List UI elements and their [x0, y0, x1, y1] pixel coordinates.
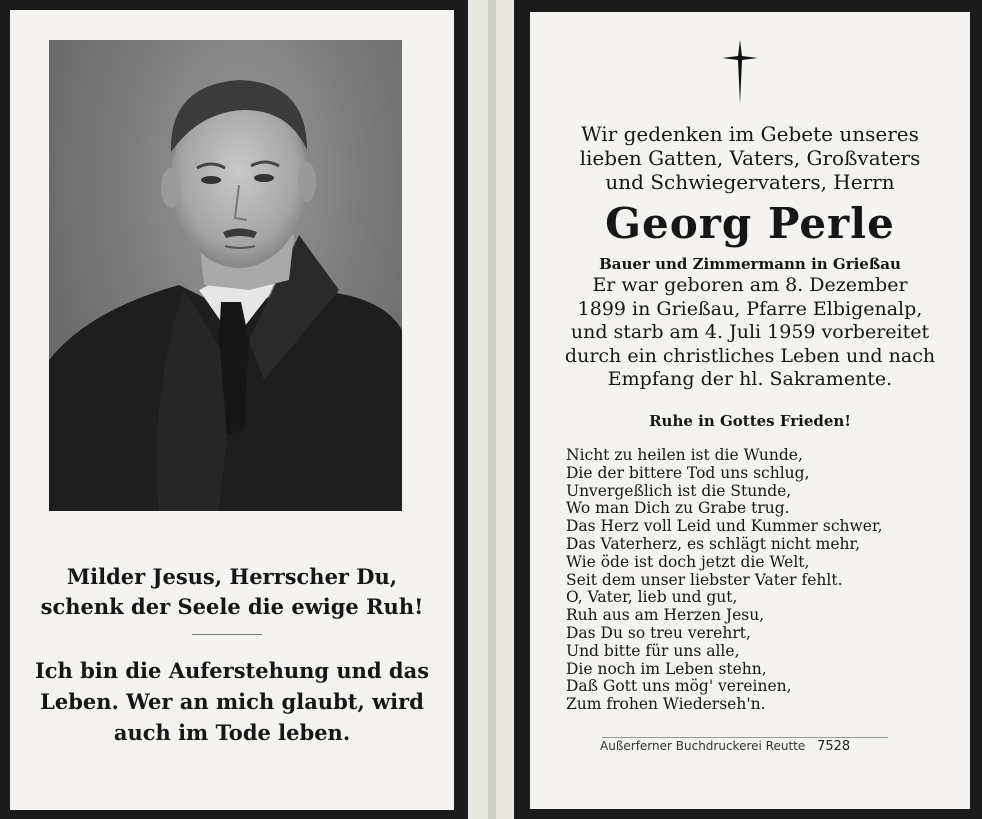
prayer-line: Milder Jesus, Herrscher Du,	[66, 564, 398, 589]
intro-line: Wir gedenken im Gebete unseres	[581, 122, 919, 146]
right-card	[530, 12, 970, 809]
memorial-poem	[566, 447, 883, 714]
poem-line: Und bitte für uns alle,	[566, 641, 740, 660]
scripture-line: Leben. Wer an mich glaubt, wird	[40, 689, 424, 714]
scripture-verse	[10, 655, 454, 748]
bio-line: Empfang der hl. Sakramente.	[607, 368, 893, 390]
poem-line: Das Herz voll Leid und Kummer schwer,	[566, 517, 883, 536]
prayer-verse	[10, 562, 454, 622]
poem-line: Daß Gott uns mög' vereinen,	[566, 677, 792, 696]
rest-in-peace: Ruhe in Gottes Frieden!	[649, 412, 851, 430]
poem-line: Wie öde ist doch jetzt die Welt,	[566, 552, 810, 571]
bio-line: durch ein christliches Leben und nach	[564, 344, 936, 367]
intro-text	[530, 122, 970, 194]
left-card	[10, 10, 454, 810]
poem-line: Die noch im Leben stehn,	[566, 659, 767, 678]
poem-line: Zum frohen Wiederseh'n.	[566, 695, 766, 714]
intro-line: und Schwiegervaters, Herrn	[605, 170, 895, 194]
poem-line: Das Vaterherz, es schlägt nicht mehr,	[566, 534, 861, 553]
gap-divider	[488, 0, 496, 819]
bio-line: Er war geboren am 8. Dezember	[592, 274, 908, 296]
deceased-name: Georg Perle	[605, 199, 895, 248]
printer-footer	[600, 739, 850, 754]
portrait-drawing	[49, 40, 402, 511]
poem-line: Wo man Dich zu Grabe trug.	[566, 499, 790, 518]
cross-icon	[720, 38, 760, 110]
occupation: Bauer und Zimmermann in Grießau	[599, 255, 901, 273]
bio-line: und starb am 4. Juli 1959 vorbereitet	[570, 321, 930, 343]
poem-line: Ruh aus am Herzen Jesu,	[566, 606, 765, 625]
poem-line: Unvergeßlich ist die Stunde,	[566, 481, 792, 500]
footer-rule	[602, 737, 888, 738]
prayer-line: schenk der Seele die ewige Ruh!	[40, 594, 424, 619]
scripture-line: auch im Tode leben.	[113, 720, 351, 745]
bio-line: 1899 in Grießau, Pfarre Elbigenalp,	[577, 297, 923, 320]
intro-line: lieben Gatten, Vaters, Großvaters	[579, 146, 921, 170]
portrait-photo	[49, 40, 402, 511]
divider-rule	[192, 634, 262, 635]
poem-line: Seit dem unser liebster Vater fehlt.	[566, 570, 843, 589]
printer-name: Außerferner Buchdruckerei Reutte	[600, 739, 806, 753]
poem-line: Die der bittere Tod uns schlug,	[566, 463, 810, 482]
poem-line: Nicht zu heilen ist die Wunde,	[566, 446, 803, 464]
biography	[530, 274, 970, 392]
poem-line: O, Vater, lieb und gut,	[566, 588, 738, 607]
print-number: 7528	[817, 739, 851, 754]
poem-line: Das Du so treu verehrt,	[566, 623, 751, 642]
scripture-line: Ich bin die Auferstehung und das	[34, 658, 430, 683]
